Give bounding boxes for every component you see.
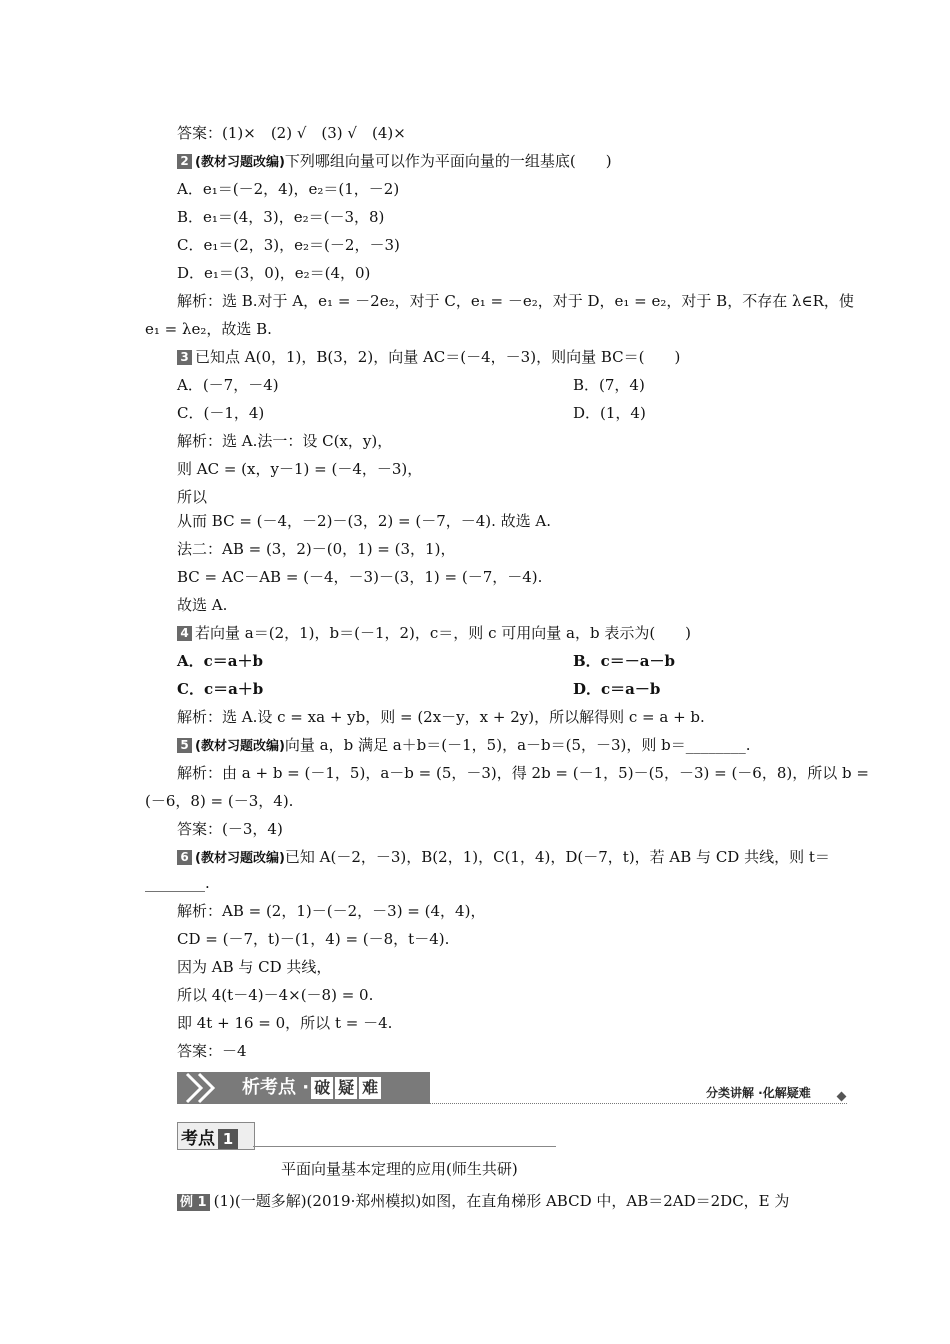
- question-tag: (教材习题改编): [195, 739, 285, 754]
- option-b: B．e₁＝(4，3)，e₂＝(－3，8): [177, 208, 385, 226]
- question-6: [177, 846, 830, 870]
- question-text: 已知点 A(0，1)，B(3，2)，向量 AC＝(－4，－3)，则向量 BC＝( ): [195, 348, 681, 366]
- solution-line: e₁ = λe₂，故选 B.: [145, 320, 272, 338]
- solution-line: BC = AC－AB = (－4，－3)－(3，1) = (－7，－4).: [177, 568, 543, 586]
- solution-line: 法二：AB = (3，2)－(0，1) = (3，1)，: [177, 540, 456, 558]
- solution-line: 所以 4(t－4)－4×(－8) = 0.: [177, 986, 374, 1004]
- diamond-icon: [837, 1092, 847, 1102]
- option-b: B．c＝－a－b: [573, 652, 676, 670]
- section-banner-title: [242, 1076, 381, 1100]
- banner-title-box: 疑: [335, 1077, 357, 1099]
- example-1: [177, 1190, 789, 1212]
- question-number: 5: [177, 738, 192, 753]
- option-a: A．(－7，－4): [177, 376, 279, 394]
- kaodian-number: 1: [218, 1129, 238, 1149]
- question-2: [177, 150, 612, 174]
- example-text: (1)(一题多解)(2019·郑州模拟)如图，在直角梯形 ABCD 中，AB＝2AD＝2DC，E 为: [213, 1192, 790, 1210]
- banner-title-box: 难: [359, 1077, 381, 1099]
- solution-line: 因为 AB 与 CD 共线，: [177, 958, 332, 976]
- solution-line: 故选 A.: [177, 596, 228, 614]
- question-tag: (教材习题改编): [195, 851, 285, 866]
- solution-line: 解析：选 A.设 c = xa + yb，则 = (2x－y，x + 2y)，所以解得则 c = a + b.: [177, 708, 705, 726]
- solution-line: 即 4t + 16 = 0，所以 t = －4.: [177, 1014, 393, 1032]
- banner-title-box: 破: [311, 1077, 333, 1099]
- solution-line: 解析：AB = (2，1)－(－2，－3) = (4，4)，: [177, 902, 486, 920]
- question-text: 若向量 a＝(2，1)，b＝(－1，2)，c＝，则 c 可用向量 a，b 表示为( ): [195, 624, 692, 642]
- solution-line: 解析：选 B.对于 A，e₁ = －2e₂，对于 C，e₁ = －e₂，对于 D，e₁ = e₂，对于 B，不存在 λ∈R，使: [177, 292, 854, 310]
- kaodian-heading: 平面向量基本定理的应用(师生共研): [281, 1160, 518, 1178]
- answer-line: 答案：－4: [177, 1042, 247, 1060]
- solution-line: 解析：由 a + b = (－1，5)，a－b = (5，－3)，得 2b = (－1，5)－(5，－3) = (－6，8)，所以 b =: [177, 764, 869, 782]
- option-d: D．(1，4): [573, 404, 646, 422]
- example-number: 1: [197, 1195, 207, 1210]
- solution-line: 则 AC = (x，y－1) = (－4，－3)，: [177, 460, 423, 478]
- example-label: 例: [180, 1195, 194, 1210]
- question-text: 已知 A(－2，－3)，B(2，1)，C(1，4)，D(－7，t)，若 AB 与 CD 共线，则 t＝: [284, 848, 830, 866]
- option-d: D．c＝a－b: [573, 680, 661, 698]
- option-c: C．c＝a＋b: [177, 680, 264, 698]
- option-b: B．(7，4): [573, 376, 645, 394]
- solution-line: 从而 BC = (－4，－2)－(3，2) = (－7，－4). 故选 A.: [177, 512, 552, 530]
- solution-line: CD = (－7，t)－(1，4) = (－8，t－4).: [177, 930, 450, 948]
- option-c: C．e₁＝(2，3)，e₂＝(－2，－3): [177, 236, 400, 254]
- kaodian-label-wrap: [181, 1124, 238, 1149]
- kaodian-label: 考点: [181, 1129, 215, 1149]
- question-4: [177, 622, 691, 644]
- solution-line: 解析：选 A.法一：设 C(x，y)，: [177, 432, 393, 450]
- banner-title-prefix: 析考点 ·: [242, 1077, 310, 1098]
- banner-divider: [430, 1103, 847, 1104]
- question-number: 4: [177, 626, 192, 641]
- kaodian-underline: [253, 1146, 556, 1147]
- option-c: C．(－1，4): [177, 404, 265, 422]
- example-badge: [177, 1194, 210, 1211]
- option-d: D．e₁＝(3，0)，e₂＝(4，0): [177, 264, 371, 282]
- question-number: 2: [177, 154, 192, 169]
- option-a: A．c＝a＋b: [177, 652, 263, 670]
- answer-line-1: 答案：(1)× (2) √ (3) √ (4)×: [177, 124, 406, 142]
- question-text: 下列哪组向量可以作为平面向量的一组基底( ): [284, 152, 612, 170]
- question-5: [177, 734, 751, 758]
- question-3: [177, 346, 680, 368]
- banner-subtitle: 分类讲解 ·化解疑难: [706, 1086, 811, 1100]
- answer-line: 答案：(－3，4): [177, 820, 283, 838]
- chevron-decoration-icon: [183, 1072, 223, 1104]
- question-number: 3: [177, 350, 192, 365]
- solution-line: 所以: [177, 488, 208, 506]
- question-number: 6: [177, 850, 192, 865]
- solution-line: (－6，8) = (－3，4).: [145, 792, 294, 810]
- question-text: 向量 a，b 满足 a＋b＝(－1，5)，a－b＝(5，－3)，则 b＝________.: [284, 736, 751, 754]
- option-a: A．e₁＝(－2，4)，e₂＝(1，－2): [177, 180, 400, 198]
- answer-blank: ________.: [145, 874, 210, 892]
- question-tag: (教材习题改编): [195, 155, 285, 170]
